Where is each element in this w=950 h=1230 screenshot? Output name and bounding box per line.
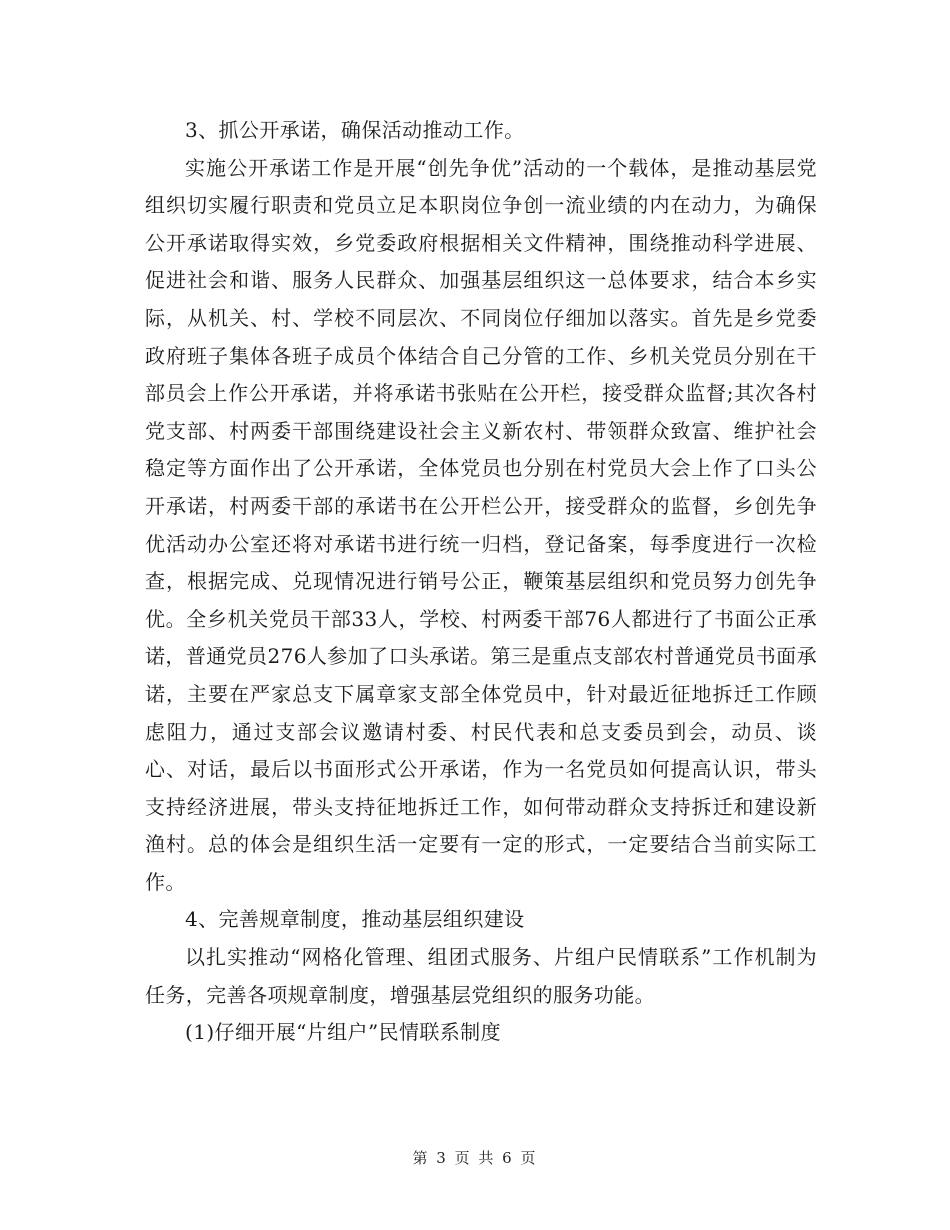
section-heading-4: 4、完善规章制度，推动基层组织建设 [185, 907, 525, 932]
subsection-heading-1: (1)仔细开展“片组户”民情联系制度 [185, 1020, 501, 1045]
section-heading-3: 3、抓公开承诺，确保活动推动工作。 [185, 118, 525, 142]
body-paragraph-2: 以扎实推动“网格化管理、组团式服务、片组户民情联系”工作机制为任务，完善各项规章制度，增强基层党组织的服务功能。 [145, 945, 817, 1007]
page-number-footer: 第 3 页 共 6 页 [412, 1149, 538, 1167]
body-paragraph-1: 实施公开承诺工作是开展“创先争优”活动的一个载体，是推动基层党组织切实履行职责和党员立足本职岗位争创一流业绩的内在动力，为确保公开承诺取得实效，乡党委政府根据相关文件精神，围绕推动科学进展、促进社会和谐、服务人民群众、加强基层组织这一总体要求，结合本乡实际，从机关、村、学校不同层次、不同岗位仔细加以落实。首先是乡党委政府班子集体各班子成员个体结合自己分管的工作、乡机关党员分别在干部员会上作公开承诺，并将承诺书张贴在公开栏，接受群众监督;其次各村党支部、村两委干部围绕建设社会主义新农村、带领群众致富、维护社会稳定等方面作出了公开承诺，全体党员也分别在村党员大会上作了口头公开承诺，村两委干部的承诺书在公开栏公开，接受群众的监督，乡创先争优活动办公室还将对承诺书进行统一归档，登记备案，每季度进行一次检查，根据完成、兑现情况进行销号公正，鞭策基层组织和党员努力创先争优。全乡机关党员干部33人，学校、村两委干部76人都进行了书面公正承诺，普通党员276人参加了口头承诺。第三是重点支部农村普通党员书面承诺，主要在严家总支下属章家支部全体党员中，针对最近征地拆迁工作顾虑阻力，通过支部会议邀请村委、村民代表和总支委员到会，动员、谈心、对话，最后以书面形式公开承诺，作为一名党员如何提高认识，带头支持经济进展，带头支持征地拆迁工作，如何带动群众支持拆迁和建设新渔村。总的体会是组织生活一定要有一定的形式，一定要结合当前实际工作。 [145, 155, 817, 894]
document-body [145, 112, 817, 1052]
